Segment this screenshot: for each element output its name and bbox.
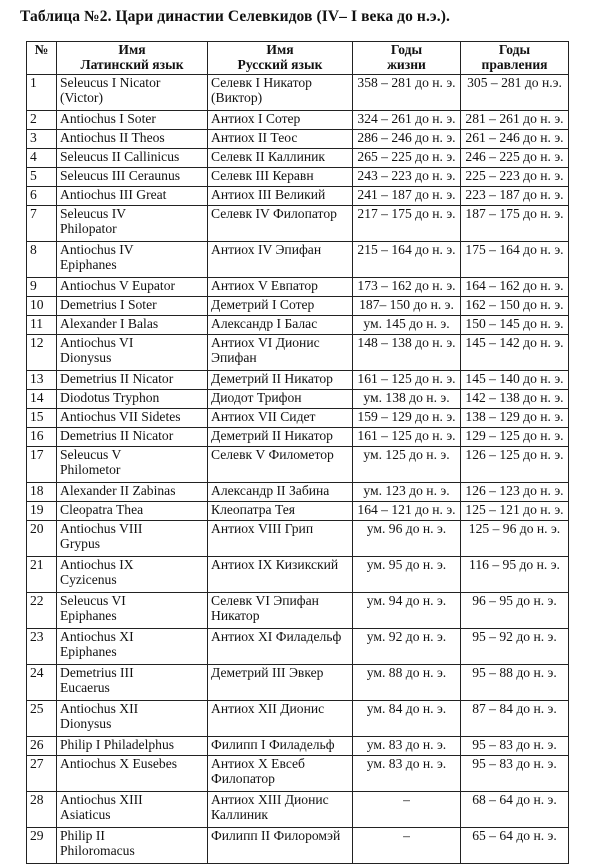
russian-name: Антиох XI Филадельф xyxy=(208,629,353,665)
latin-name: Antiochus III Great xyxy=(57,187,208,206)
years-of-life: 173 – 162 до н. э. xyxy=(353,278,461,297)
header-years-of-life: Годы жизни xyxy=(353,42,461,75)
row-number: 3 xyxy=(27,130,57,149)
years-of-reign: 95 – 92 до н. э. xyxy=(461,629,569,665)
years-of-life: 241 – 187 до н. э. xyxy=(353,187,461,206)
row-number: 29 xyxy=(27,828,57,864)
latin-name: Antiochus X Eusebes xyxy=(57,756,208,792)
years-of-life: ум. 123 до н. э. xyxy=(353,483,461,502)
years-of-life: ум. 138 до н. э. xyxy=(353,390,461,409)
years-of-reign: 142 – 138 до н. э. xyxy=(461,390,569,409)
years-of-life: ум. 83 до н. э. xyxy=(353,756,461,792)
row-number: 14 xyxy=(27,390,57,409)
table-row xyxy=(27,665,569,701)
latin-name: Antiochus IV Epiphanes xyxy=(57,242,208,278)
table-row xyxy=(27,187,569,206)
russian-name: Филипп I Филадельф xyxy=(208,737,353,756)
years-of-life: 161 – 125 до н. э. xyxy=(353,428,461,447)
row-number: 19 xyxy=(27,502,57,521)
years-of-reign: 138 – 129 до н. э. xyxy=(461,409,569,428)
russian-name: Селевк IV Филопатор xyxy=(208,206,353,242)
years-of-life: – xyxy=(353,828,461,864)
years-of-life: 187– 150 до н. э. xyxy=(353,297,461,316)
years-of-life: ум. 88 до н. э. xyxy=(353,665,461,701)
table-row xyxy=(27,242,569,278)
russian-name: Антиох III Великий xyxy=(208,187,353,206)
russian-name: Антиох IV Эпифан xyxy=(208,242,353,278)
latin-name: Antiochus I Soter xyxy=(57,111,208,130)
years-of-reign: 68 – 64 до н. э. xyxy=(461,792,569,828)
table-row xyxy=(27,483,569,502)
table-row xyxy=(27,206,569,242)
russian-name: Клеопатра Тея xyxy=(208,502,353,521)
latin-name: Antiochus XII Dionysus xyxy=(57,701,208,737)
russian-name: Селевк V Филометор xyxy=(208,447,353,483)
years-of-reign: 225 – 223 до н. э. xyxy=(461,168,569,187)
years-of-reign: 125 – 96 до н. э. xyxy=(461,521,569,557)
years-of-reign: 223 – 187 до н. э. xyxy=(461,187,569,206)
russian-name: Антиох XII Дионис xyxy=(208,701,353,737)
years-of-life: 243 – 223 до н. э. xyxy=(353,168,461,187)
years-of-life: 286 – 246 до н. э. xyxy=(353,130,461,149)
russian-name: Александр I Балас xyxy=(208,316,353,335)
latin-name: Antiochus XI Epiphanes xyxy=(57,629,208,665)
latin-name: Seleucus IV Philopator xyxy=(57,206,208,242)
years-of-reign: 126 – 123 до н. э. xyxy=(461,483,569,502)
row-number: 18 xyxy=(27,483,57,502)
years-of-life: 161 – 125 до н. э. xyxy=(353,371,461,390)
latin-name: Antiochus VII Sidetes xyxy=(57,409,208,428)
years-of-life: 217 – 175 до н. э. xyxy=(353,206,461,242)
table-row xyxy=(27,111,569,130)
row-number: 22 xyxy=(27,593,57,629)
table-row xyxy=(27,557,569,593)
years-of-life: 358 – 281 до н. э. xyxy=(353,75,461,111)
latin-name: Seleucus II Callinicus xyxy=(57,149,208,168)
russian-name: Антиох X Евсеб Филопатор xyxy=(208,756,353,792)
table-row xyxy=(27,409,569,428)
table-row xyxy=(27,371,569,390)
table-row xyxy=(27,502,569,521)
row-number: 5 xyxy=(27,168,57,187)
row-number: 15 xyxy=(27,409,57,428)
latin-name: Alexander II Zabinas xyxy=(57,483,208,502)
table-row xyxy=(27,278,569,297)
table-header-row xyxy=(27,42,569,75)
row-number: 12 xyxy=(27,335,57,371)
russian-name: Антиох IX Кизикский xyxy=(208,557,353,593)
years-of-reign: 95 – 88 до н. э. xyxy=(461,665,569,701)
row-number: 11 xyxy=(27,316,57,335)
table-row xyxy=(27,593,569,629)
latin-name: Antiochus II Theos xyxy=(57,130,208,149)
years-of-reign: 96 – 95 до н. э. xyxy=(461,593,569,629)
row-number: 10 xyxy=(27,297,57,316)
table-row xyxy=(27,792,569,828)
latin-name: Seleucus VI Epiphanes xyxy=(57,593,208,629)
years-of-reign: 145 – 142 до н. э. xyxy=(461,335,569,371)
table-row xyxy=(27,297,569,316)
years-of-life: 159 – 129 до н. э. xyxy=(353,409,461,428)
russian-name: Антиох V Евпатор xyxy=(208,278,353,297)
row-number: 25 xyxy=(27,701,57,737)
row-number: 13 xyxy=(27,371,57,390)
years-of-reign: 164 – 162 до н. э. xyxy=(461,278,569,297)
latin-name: Demetrius III Eucaerus xyxy=(57,665,208,701)
seleucid-kings-table xyxy=(26,41,569,864)
row-number: 4 xyxy=(27,149,57,168)
russian-name: Деметрий III Эвкер xyxy=(208,665,353,701)
years-of-reign: 175 – 164 до н. э. xyxy=(461,242,569,278)
years-of-life: ум. 84 до н. э. xyxy=(353,701,461,737)
russian-name: Диодот Трифон xyxy=(208,390,353,409)
row-number: 1 xyxy=(27,75,57,111)
table-row xyxy=(27,756,569,792)
latin-name: Antiochus V Eupator xyxy=(57,278,208,297)
years-of-reign: 65 – 64 до н. э. xyxy=(461,828,569,864)
latin-name: Cleopatra Thea xyxy=(57,502,208,521)
years-of-reign: 87 – 84 до н. э. xyxy=(461,701,569,737)
years-of-life: 148 – 138 до н. э. xyxy=(353,335,461,371)
russian-name: Александр II Забина xyxy=(208,483,353,502)
years-of-reign: 281 – 261 до н. э. xyxy=(461,111,569,130)
russian-name: Селевк II Каллиник xyxy=(208,149,353,168)
row-number: 9 xyxy=(27,278,57,297)
latin-name: Antiochus VI Dionysus xyxy=(57,335,208,371)
russian-name: Селевк I Никатор (Виктор) xyxy=(208,75,353,111)
table-row xyxy=(27,828,569,864)
latin-name: Seleucus I Nicator (Victor) xyxy=(57,75,208,111)
header-years-of-reign: Годы правления xyxy=(461,42,569,75)
years-of-life: ум. 83 до н. э. xyxy=(353,737,461,756)
latin-name: Antiochus VIII Grypus xyxy=(57,521,208,557)
table-row xyxy=(27,75,569,111)
table-row xyxy=(27,149,569,168)
latin-name: Alexander I Balas xyxy=(57,316,208,335)
latin-name: Diodotus Tryphon xyxy=(57,390,208,409)
russian-name: Филипп II Филоромэй xyxy=(208,828,353,864)
years-of-life: – xyxy=(353,792,461,828)
russian-name: Антиох II Теос xyxy=(208,130,353,149)
years-of-reign: 305 – 281 до н.э. xyxy=(461,75,569,111)
russian-name: Антиох I Сотер xyxy=(208,111,353,130)
table-row xyxy=(27,130,569,149)
years-of-life: ум. 125 до н. э. xyxy=(353,447,461,483)
years-of-reign: 150 – 145 до н. э. xyxy=(461,316,569,335)
table-row xyxy=(27,428,569,447)
russian-name: Деметрий I Сотер xyxy=(208,297,353,316)
latin-name: Antiochus XIII Asiaticus xyxy=(57,792,208,828)
row-number: 6 xyxy=(27,187,57,206)
latin-name: Seleucus III Ceraunus xyxy=(57,168,208,187)
table-title: Таблица №2. Цари династии Селевкидов (IV– I века до н.э.). xyxy=(20,8,450,25)
years-of-reign: 129 – 125 до н. э. xyxy=(461,428,569,447)
latin-name: Demetrius I Soter xyxy=(57,297,208,316)
years-of-life: 164 – 121 до н. э. xyxy=(353,502,461,521)
table-row xyxy=(27,521,569,557)
row-number: 17 xyxy=(27,447,57,483)
years-of-reign: 261 – 246 до н. э. xyxy=(461,130,569,149)
row-number: 27 xyxy=(27,756,57,792)
row-number: 16 xyxy=(27,428,57,447)
latin-name: Philip II Philoromacus xyxy=(57,828,208,864)
table-body xyxy=(27,75,569,864)
row-number: 8 xyxy=(27,242,57,278)
years-of-life: ум. 92 до н. э. xyxy=(353,629,461,665)
table-row xyxy=(27,629,569,665)
years-of-life: ум. 145 до н. э. xyxy=(353,316,461,335)
header-latin-name: Имя Латинский язык xyxy=(57,42,208,75)
russian-name: Селевк VI Эпифан Никатор xyxy=(208,593,353,629)
row-number: 24 xyxy=(27,665,57,701)
years-of-life: ум. 96 до н. э. xyxy=(353,521,461,557)
years-of-reign: 125 – 121 до н. э. xyxy=(461,502,569,521)
russian-name: Деметрий II Никатор xyxy=(208,428,353,447)
latin-name: Antiochus IX Cyzicenus xyxy=(57,557,208,593)
header-number: № xyxy=(27,42,57,75)
russian-name: Антиох VIII Грип xyxy=(208,521,353,557)
table-row xyxy=(27,737,569,756)
years-of-reign: 246 – 225 до н. э. xyxy=(461,149,569,168)
row-number: 23 xyxy=(27,629,57,665)
table-row xyxy=(27,701,569,737)
russian-name: Селевк III Керавн xyxy=(208,168,353,187)
russian-name: Антиох XIII Дионис Каллиник xyxy=(208,792,353,828)
years-of-reign: 116 – 95 до н. э. xyxy=(461,557,569,593)
table-row xyxy=(27,168,569,187)
row-number: 26 xyxy=(27,737,57,756)
row-number: 21 xyxy=(27,557,57,593)
years-of-reign: 95 – 83 до н. э. xyxy=(461,756,569,792)
years-of-life: ум. 94 до н. э. xyxy=(353,593,461,629)
row-number: 2 xyxy=(27,111,57,130)
russian-name: Антиох VI Дионис Эпифан xyxy=(208,335,353,371)
years-of-life: 215 – 164 до н. э. xyxy=(353,242,461,278)
row-number: 20 xyxy=(27,521,57,557)
row-number: 7 xyxy=(27,206,57,242)
row-number: 28 xyxy=(27,792,57,828)
years-of-life: 265 – 225 до н. э. xyxy=(353,149,461,168)
latin-name: Philip I Philadelphus xyxy=(57,737,208,756)
years-of-reign: 162 – 150 до н. э. xyxy=(461,297,569,316)
header-russian-name: Имя Русский язык xyxy=(208,42,353,75)
russian-name: Деметрий II Никатор xyxy=(208,371,353,390)
table-row xyxy=(27,390,569,409)
years-of-life: ум. 95 до н. э. xyxy=(353,557,461,593)
russian-name: Антиох VII Сидет xyxy=(208,409,353,428)
years-of-reign: 95 – 83 до н. э. xyxy=(461,737,569,756)
latin-name: Seleucus V Philometor xyxy=(57,447,208,483)
years-of-reign: 145 – 140 до н. э. xyxy=(461,371,569,390)
years-of-life: 324 – 261 до н. э. xyxy=(353,111,461,130)
years-of-reign: 126 – 125 до н. э. xyxy=(461,447,569,483)
latin-name: Demetrius II Nicator xyxy=(57,428,208,447)
years-of-reign: 187 – 175 до н. э. xyxy=(461,206,569,242)
table-row xyxy=(27,335,569,371)
latin-name: Demetrius II Nicator xyxy=(57,371,208,390)
table-row xyxy=(27,316,569,335)
table-row xyxy=(27,447,569,483)
